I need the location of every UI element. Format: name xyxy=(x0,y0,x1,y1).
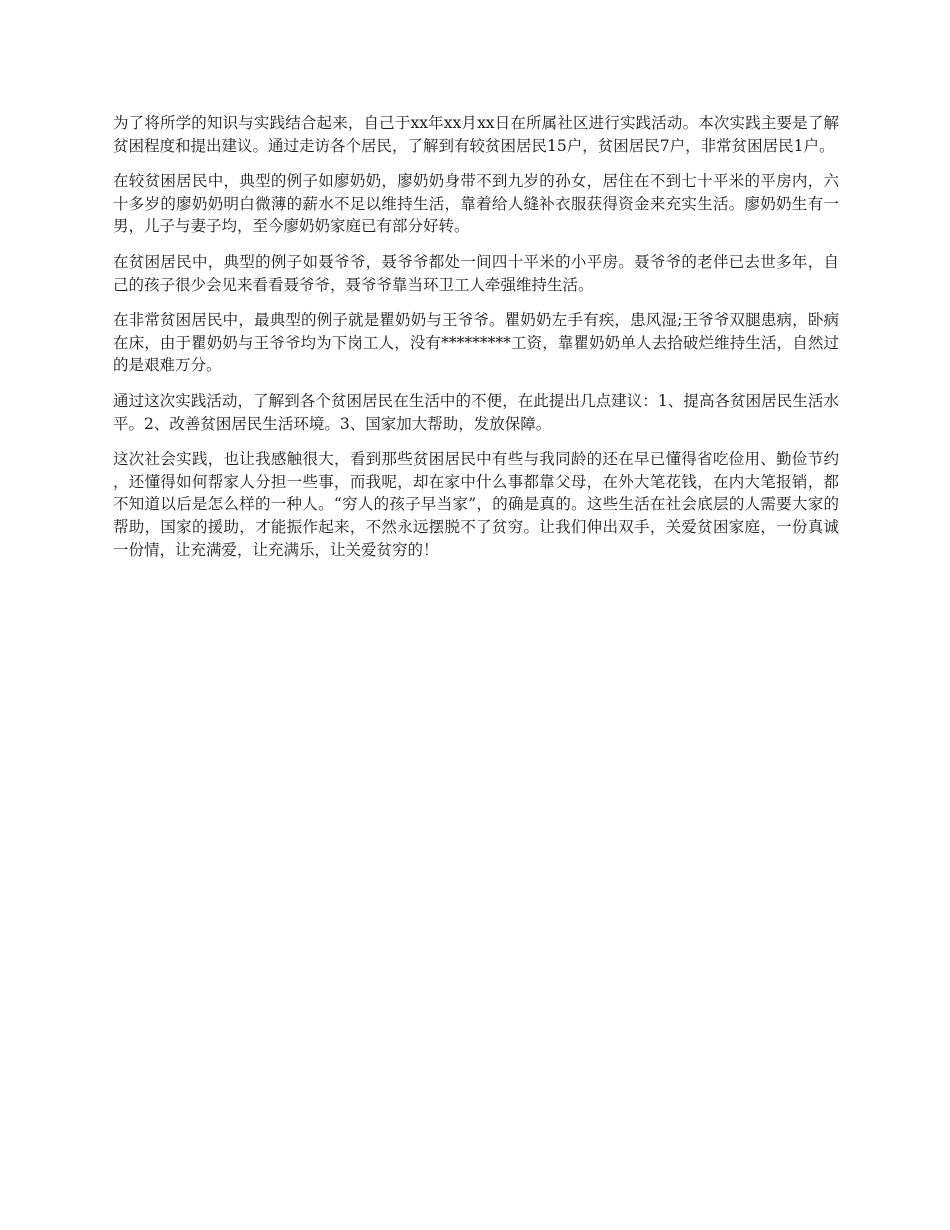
paragraph-very-poor: 在非常贫困居民中，最典型的例子就是瞿奶奶与王爷爷。瞿奶奶左手有疾，患风湿;王爷爷双腿患病，卧病在床，由于瞿奶奶与王爷爷均为下岗工人，没有*********工资，靠瞿奶奶单人去拾破烂维持生活，自然过的是艰难万分。 xyxy=(113,311,839,375)
paragraph-relatively-poor: 在较贫困居民中，典型的例子如廖奶奶，廖奶奶身带不到九岁的孙女，居住在不到七十平米的平房内，六十多岁的廖奶奶明白微薄的薪水不足以维持生活，靠着给人缝补衣服获得资金来充实生活。廖奶奶生有一男，儿子与妻子均，至今廖奶奶家庭已有部分好转。 xyxy=(113,172,839,236)
document-body xyxy=(113,112,839,574)
paragraph-reflection: 这次社会实践，也让我感触很大，看到那些贫困居民中有些与我同龄的还在早已懂得省吃俭用、勤俭节约，还懂得如何帮家人分担一些事，而我呢，却在家中什么事都靠父母，在外大笔花钱，在内大笔报销，都不知道以后是怎么样的一种人。“穷人的孩子早当家”，的确是真的。这些生活在社会底层的人需要大家的帮助，国家的援助，才能振作起来，不然永远摆脱不了贫穷。让我们伸出双手，关爱贫困家庭，一份真诚一份情，让充满爱，让充满乐，让关爱贫穷的！ xyxy=(113,450,839,559)
paragraph-poor: 在贫困居民中，典型的例子如聂爷爷，聂爷爷都处一间四十平米的小平房。聂爷爷的老伴已去世多年，自己的孩子很少会见来看看聂爷爷，聂爷爷靠当环卫工人牵强维持生活。 xyxy=(113,252,839,294)
paragraph-suggestions: 通过这次实践活动，了解到各个贫困居民在生活中的不便，在此提出几点建议：1、提高各贫困居民生活水平。2、改善贫困居民生活环境。3、国家加大帮助，发放保障。 xyxy=(113,391,839,433)
paragraph-intro: 为了将所学的知识与实践结合起来，自己于xx年xx月xx日在所属社区进行实践活动。本次实践主要是了解贫困程度和提出建议。通过走访各个居民，了解到有较贫困居民15户，贫困居民7户，非常贫困居民1户。 xyxy=(113,114,839,155)
